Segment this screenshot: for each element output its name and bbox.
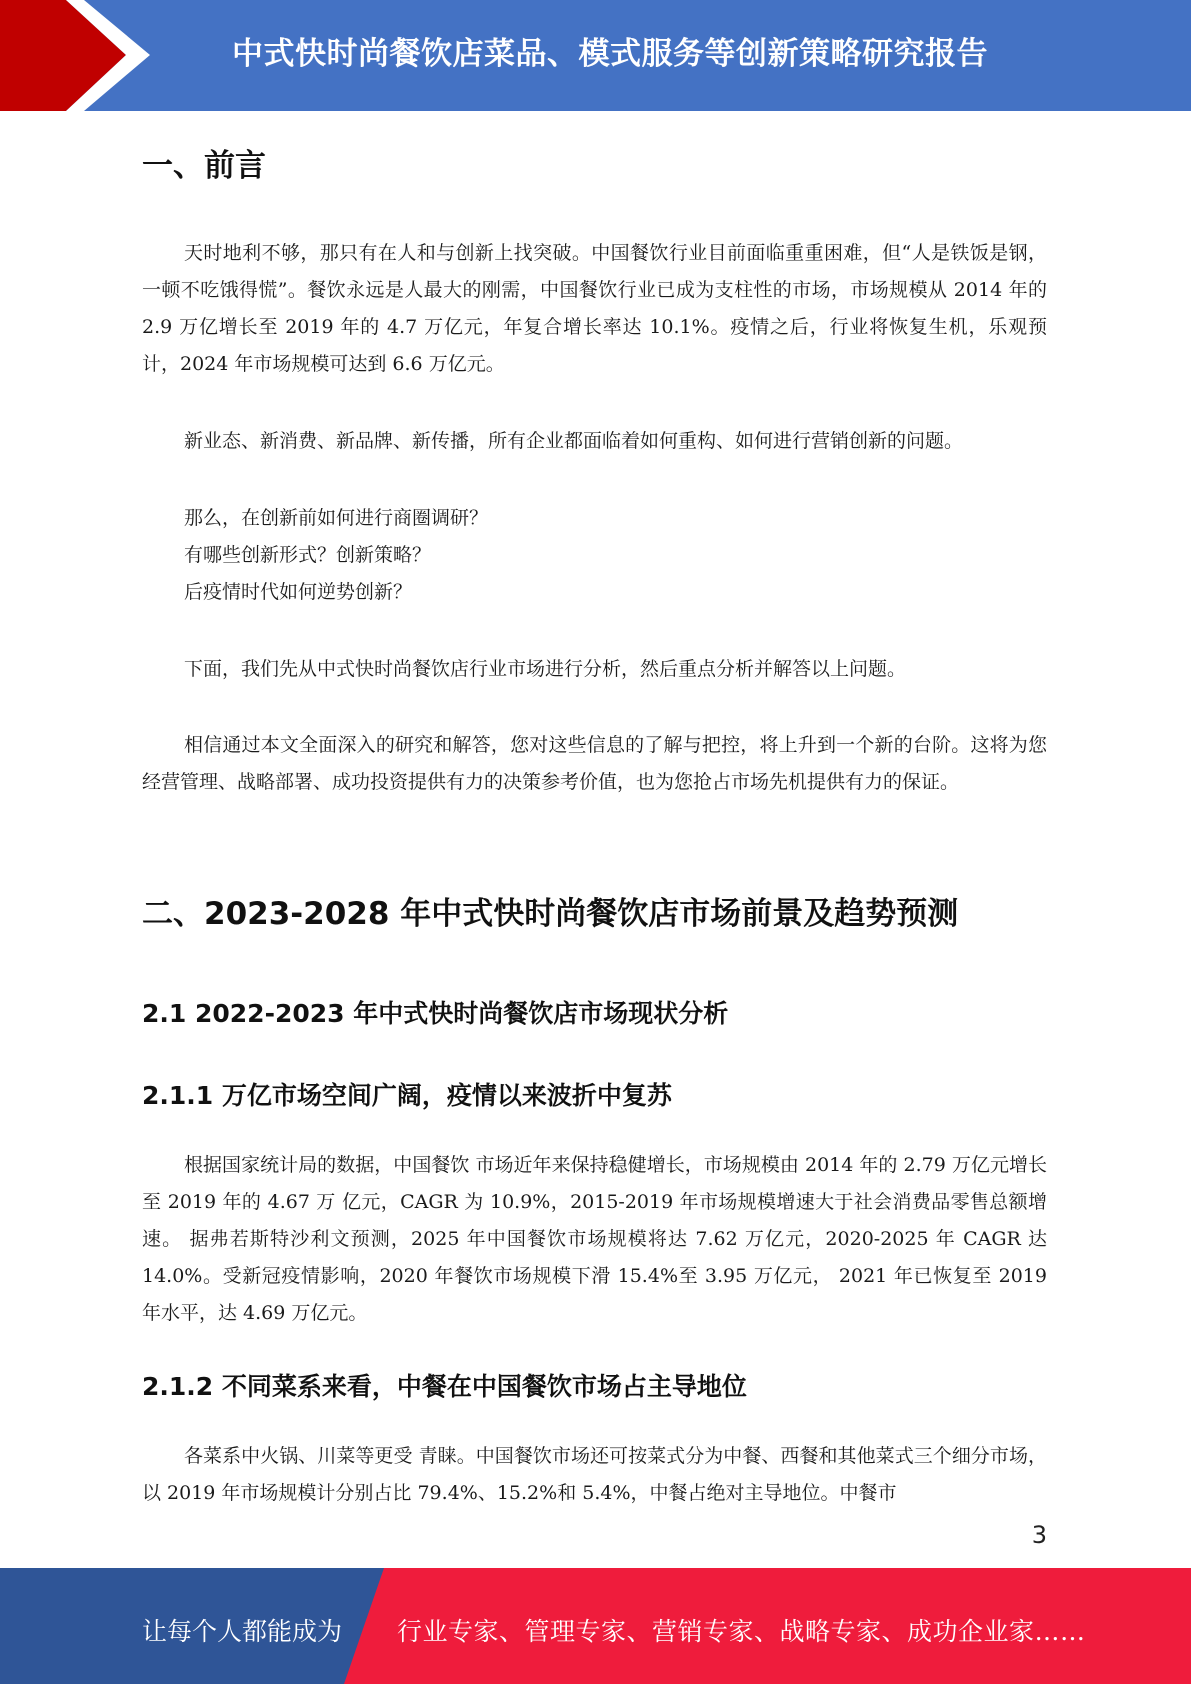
page-header (0, 0, 1191, 111)
preface-paragraph-3: 下面，我们先从中式快时尚餐饮店行业市场进行分析，然后重点分析并解答以上问题。 (184, 658, 907, 680)
question-2: 有哪些创新形式？创新策略？ (184, 544, 432, 566)
question-1: 那么，在创新前如何进行商圈调研？ (184, 507, 489, 529)
preface-paragraph-1: 天时地利不够，那只有在人和与创新上找突破。中国餐饮行业目前面临重重困难，但“人是铁饭是钢，一顿不吃饿得慌”。餐饮永远是人最大的刚需，中国餐饮行业已成为支柱性的市场，市场规模从 2014 年的 2.9 万亿增长至 2019 年的 4.7 万亿元，年复合增长率达 10.1%。疫情之后，行业将恢复生机，乐观预计，2024 年市场规模可达到 6.6 万亿元。 (142, 242, 1047, 375)
section-2-1-1-heading: 2.1.1 万亿市场空间广阔，疫情以来波折中复苏 (142, 1081, 672, 1110)
page-footer (0, 1568, 1191, 1684)
report-title: 中式快时尚餐饮店菜品、模式服务等创新策略研究报告 (232, 36, 988, 72)
section-2-1-2-heading: 2.1.2 不同菜系来看，中餐在中国餐饮市场占主导地位 (142, 1372, 747, 1401)
preface-paragraph-2: 新业态、新消费、新品牌、新传播，所有企业都面临着如何重构、如何进行营销创新的问题。 (184, 430, 964, 452)
footer-slogan-left: 让每个人都能成为 (142, 1617, 343, 1646)
section-2-1-1-paragraph: 根据国家统计局的数据，中国餐饮 市场近年来保持稳健增长，市场规模由 2014 年的 2.79 万亿元增长至 2019 年的 4.67 万 亿元，CAGR 为 10.9%，2015-2019 年市场规模增速大于社会消费品零售总额增速。 据弗若斯特沙利文预测，2025 年中国餐饮市场规模将达 7.62 万亿元，2020-2025 年 CAGR 达 14.0%。受新冠疫情影响，2020 年餐饮市场规模下滑 15.4%至 3.95 万亿元， 2021 年已恢复至 2019 年水平，达 4.69 万亿元。 (142, 1154, 1047, 1324)
footer-slogan-right: 行业专家、管理专家、营销专家、战略专家、成功企业家…… (397, 1617, 1086, 1646)
page-number: 3 (1031, 1521, 1047, 1549)
preface-paragraph-4: 相信通过本文全面深入的研究和解答，您对这些信息的了解与把控，将上升到一个新的台阶。这将为您经营管理、战略部署、成功投资提供有力的决策参考价值，也为您抢占市场先机提供有力的保证。 (142, 734, 1047, 793)
question-3: 后疫情时代如何逆势创新？ (184, 581, 413, 603)
chevron-arrow-icon (0, 0, 160, 111)
section-2-1-heading: 2.1 2022-2023 年中式快时尚餐饮店市场现状分析 (142, 999, 729, 1028)
section-2-1-2-paragraph: 各菜系中火锅、川菜等更受 青睐。中国餐饮市场还可按菜式分为中餐、西餐和其他菜式三个细分市场，以 2019 年市场规模计分别占比 79.4%、15.2%和 5.4%，中餐占绝对主导地位。中餐市 (142, 1445, 1047, 1504)
preface-heading: 一、前言 (142, 148, 266, 184)
section-2-heading: 二、2023-2028 年中式快时尚餐饮店市场前景及趋势预测 (142, 896, 959, 932)
